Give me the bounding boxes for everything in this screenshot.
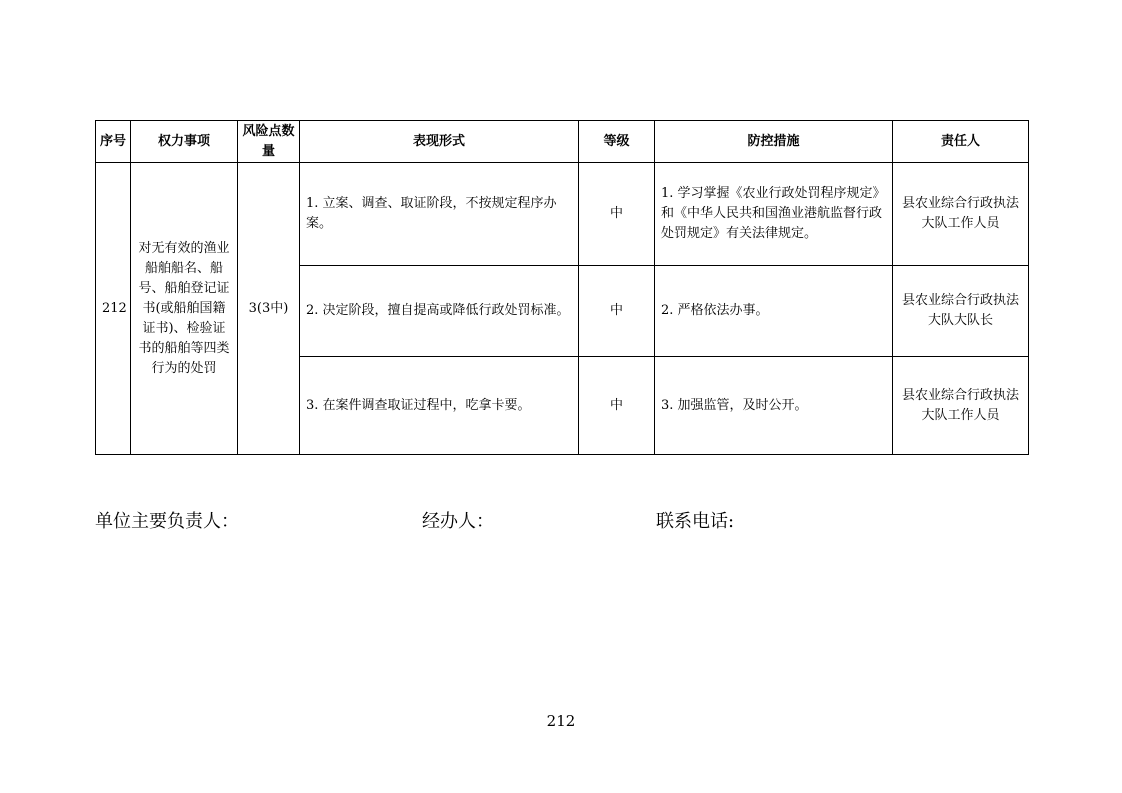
header-risk-count: 风险点数量 bbox=[238, 121, 300, 163]
header-level: 等级 bbox=[579, 121, 655, 163]
power-item-cell: 对无有效的渔业船舶船名、船号、船舶登记证书(或船舶国籍证书)、检验证书的船舶等四类行为的处罚 bbox=[131, 163, 238, 455]
phone-label: 联系电话: bbox=[656, 511, 735, 532]
person-cell: 县农业综合行政执法大队工作人员 bbox=[893, 357, 1029, 455]
header-form: 表现形式 bbox=[300, 121, 579, 163]
measure-cell: 2. 严格依法办事。 bbox=[655, 266, 893, 357]
level-cell: 中 bbox=[579, 266, 655, 357]
header-person: 责任人 bbox=[893, 121, 1029, 163]
header-measures: 防控措施 bbox=[655, 121, 893, 163]
form-cell: 1. 立案、调查、取证阶段，不按规定程序办案。 bbox=[300, 163, 579, 266]
seq-cell: 212 bbox=[96, 163, 131, 455]
form-cell: 2. 决定阶段，擅自提高或降低行政处罚标准。 bbox=[300, 266, 579, 357]
header-row bbox=[96, 121, 1029, 163]
handler-label: 经办人： bbox=[422, 511, 494, 532]
form-cell: 3. 在案件调查取证过程中，吃拿卡要。 bbox=[300, 357, 579, 455]
level-cell: 中 bbox=[579, 163, 655, 266]
measure-cell: 1. 学习掌握《农业行政处罚程序规定》和《中华人民共和国渔业港航监督行政处罚规定》有关法律规定。 bbox=[655, 163, 893, 266]
level-cell: 中 bbox=[579, 357, 655, 455]
header-power: 权力事项 bbox=[131, 121, 238, 163]
measure-cell: 3. 加强监管，及时公开。 bbox=[655, 357, 893, 455]
person-cell: 县农业综合行政执法大队大队长 bbox=[893, 266, 1029, 357]
risk-table bbox=[95, 120, 1029, 455]
table-row bbox=[96, 163, 1029, 266]
header-seq: 序号 bbox=[96, 121, 131, 163]
risk-count-cell: 3(3中) bbox=[238, 163, 300, 455]
unit-head-label: 单位主要负责人： bbox=[95, 511, 239, 532]
person-cell: 县农业综合行政执法大队工作人员 bbox=[893, 163, 1029, 266]
page-number: 212 bbox=[546, 712, 576, 730]
